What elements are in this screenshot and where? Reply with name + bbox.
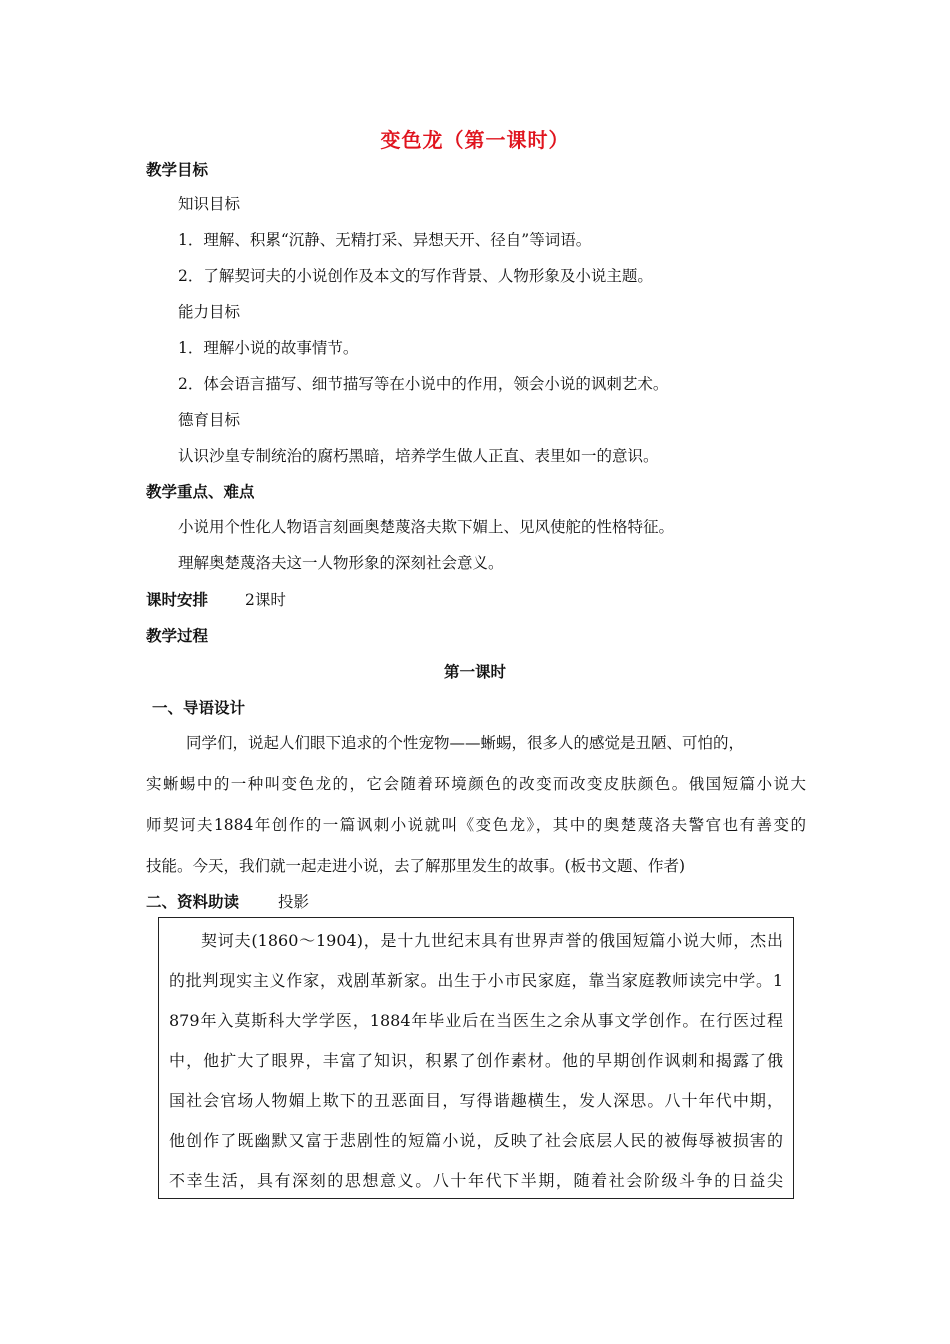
key-point-2: 理解奥楚蔑洛夫这一人物形象的深刻社会意义。	[178, 554, 504, 572]
moral-goal-text: 认识沙皇专制统治的腐朽黑暗，培养学生做人正直、表里如一的意识。	[178, 447, 659, 465]
section2-heading: 二、资料助读	[146, 893, 240, 911]
knowledge-item-1: 1．理解、积累“沉静、无精打采、异想天开、径自”等词语。	[178, 231, 592, 249]
box-line-3: 879年入莫斯科大学学医，1884年毕业后在当医生之余从事文学创作。在行医过程	[169, 1011, 783, 1030]
ability-item-1: 1．理解小说的故事情节。	[178, 339, 359, 357]
process-heading: 教学过程	[146, 627, 209, 645]
box-line-4: 中，他扩大了眼界，丰富了知识，积累了创作素材。他的早期创作讽刺和揭露了俄	[169, 1051, 783, 1070]
box-line-6: 他创作了既幽默又富于悲剧性的短篇小说，反映了社会底层人民的被侮辱被损害的	[169, 1131, 783, 1150]
key-points-heading: 教学重点、难点	[146, 483, 255, 501]
section1-heading: 一、导语设计	[152, 699, 246, 717]
knowledge-goal-label: 知识目标	[178, 195, 241, 213]
intro-line-2: 实蜥蜴中的一种叫变色龙的，它会随着环境颜色的改变而改变皮肤颜色。俄国短篇小说大	[146, 775, 806, 793]
box-line-5: 国社会官场人物媚上欺下的丑恶面目，写得谐趣横生，发人深思。八十年代中期，	[169, 1091, 783, 1110]
goals-heading: 教学目标	[146, 161, 209, 179]
schedule-heading: 课时安排	[146, 591, 209, 609]
ability-item-2: 2．体会语言描写、细节描写等在小说中的作用，领会小说的讽刺艺术。	[178, 375, 669, 393]
moral-goal-label: 德育目标	[178, 411, 241, 429]
box-line-7: 不幸生活，具有深刻的思想意义。八十年代下半期，随着社会阶级斗争的日益尖	[169, 1171, 783, 1190]
document-title: 变色龙（第一课时）	[380, 128, 570, 152]
schedule-value: 2课时	[245, 591, 286, 609]
box-line-2: 的批判现实主义作家，戏剧革新家。出生于小市民家庭，靠当家庭教师读完中学。1	[169, 971, 783, 990]
reading-material-box	[158, 917, 794, 1199]
key-point-1: 小说用个性化人物语言刻画奥楚蔑洛夫欺下媚上、见风使舵的性格特征。	[178, 518, 675, 536]
section2-note: 投影	[278, 893, 310, 911]
intro-line-4: 技能。今天，我们就一起走进小说，去了解那里发生的故事。(板书文题、作者)	[146, 857, 686, 875]
box-line-1: 契诃夫(1860～1904)，是十九世纪末具有世界声誉的俄国短篇小说大师，杰出	[201, 931, 783, 950]
lesson-title: 第一课时	[443, 663, 506, 681]
ability-goal-label: 能力目标	[178, 303, 241, 321]
intro-line-1: 同学们，说起人们眼下追求的个性宠物——蜥蜴，很多人的感觉是丑陋、可怕的，	[186, 734, 745, 752]
knowledge-item-2: 2．了解契诃夫的小说创作及本文的写作背景、人物形象及小说主题。	[178, 267, 653, 285]
intro-line-3: 师契诃夫1884年创作的一篇讽刺小说就叫《变色龙》，其中的奥楚蔑洛夫警官也有善变的	[146, 816, 806, 834]
